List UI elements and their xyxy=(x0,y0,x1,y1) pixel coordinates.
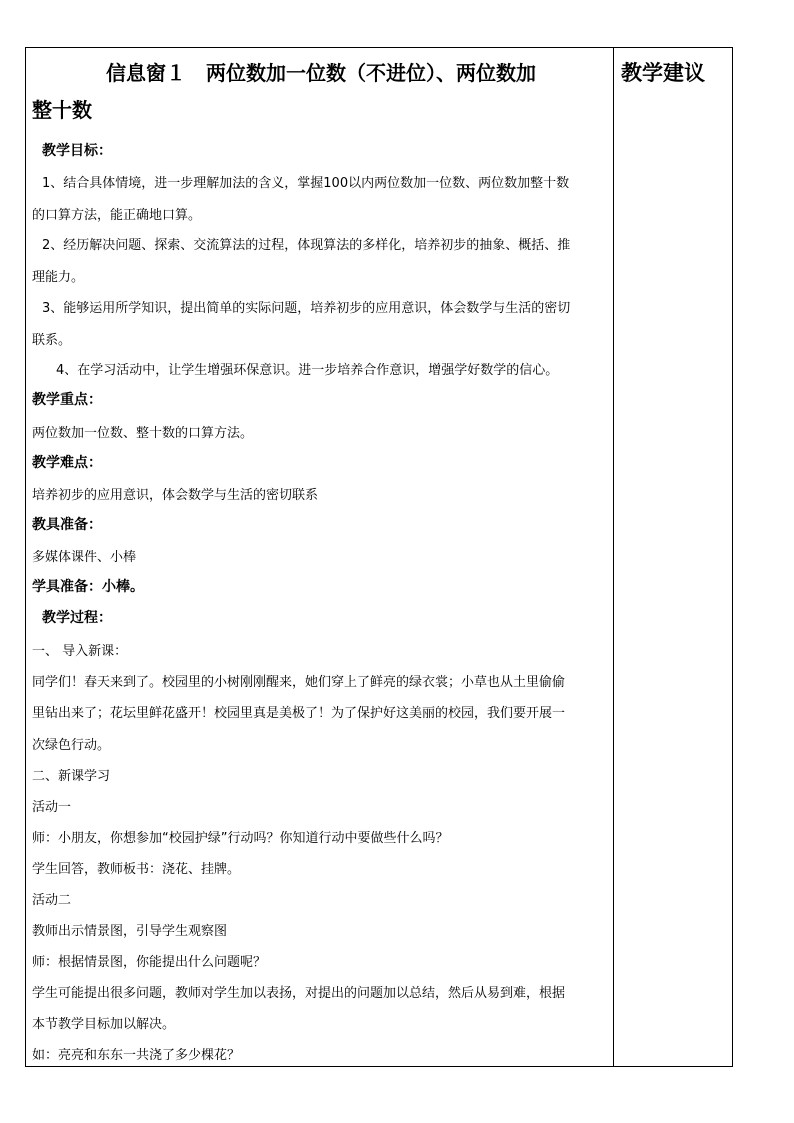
activity-2-show: 教师出示情景图，引导学生观察图 xyxy=(32,924,228,939)
lesson-plan-table xyxy=(25,47,733,1067)
difficulty-text: 培养初步的应用意识，体会数学与生活的密切联系 xyxy=(32,488,319,503)
difficulty-heading: 教学难点： xyxy=(32,455,102,471)
goal-3-line2: 联系。 xyxy=(32,333,72,348)
goal-1-line2: 的口算方法，能正确地口算。 xyxy=(32,208,202,223)
goal-2-line1: 2、经历解决问题、探索、交流算法的过程，体现算法的多样化，培养初步的抽象、概括、推 xyxy=(42,238,571,253)
teaching-suggestions-column xyxy=(614,48,732,1066)
goal-3-line1: 3、能够运用所学知识，提出简单的实际问题，培养初步的应用意识，体会数学与生活的密切 xyxy=(42,301,571,316)
student-prep: 学具准备：小棒。 xyxy=(32,579,144,595)
activity-2-question: 师：根据情景图，你能提出什么问题呢？ xyxy=(32,955,267,970)
lesson-title-line1: 信息窗１ 两位数加一位数（不进位）、两位数加 xyxy=(106,61,536,85)
process-heading: 教学过程： xyxy=(42,610,112,626)
goals-heading: 教学目标： xyxy=(42,143,112,159)
example-question: 如：亮亮和东东一共浇了多少棵花？ xyxy=(32,1048,241,1063)
section-2-heading: 二、新课学习 xyxy=(32,769,111,784)
activity-2-label: 活动二 xyxy=(32,893,72,908)
section-1-heading: 一、 导入新课： xyxy=(32,644,128,659)
activity-2-note-line2: 本节教学目标加以解决。 xyxy=(32,1017,176,1032)
lesson-content-column xyxy=(26,48,613,1066)
lesson-title-line2: 整十数 xyxy=(32,98,92,122)
intro-line3: 次绿色行动。 xyxy=(32,738,111,753)
side-header: 教学建议 xyxy=(621,60,705,85)
intro-line2: 里钻出来了；花坛里鲜花盛开！校园里真是美极了！为了保护好这美丽的校园，我们要开展一 xyxy=(32,706,566,721)
activity-1-answer: 学生回答，教师板书：浇花、挂牌。 xyxy=(32,862,241,877)
teacher-prep-text: 多媒体课件、小棒 xyxy=(32,550,137,565)
key-points-text: 两位数加一位数、整十数的口算方法。 xyxy=(32,426,254,441)
activity-1-label: 活动一 xyxy=(32,800,72,815)
activity-2-note-line1: 学生可能提出很多问题，教师对学生加以表扬，对提出的问题加以总结，然后从易到难，根据 xyxy=(32,986,566,1001)
goal-2-line2: 理能力。 xyxy=(32,270,85,285)
goal-1-line1: 1、结合具体情境，进一步理解加法的含义，掌握100以内两位数加一位数、两位数加整十数 xyxy=(42,176,570,191)
teacher-prep-heading: 教具准备： xyxy=(32,517,102,533)
key-points-heading: 教学重点： xyxy=(32,392,102,408)
activity-1-question: 师：小朋友，你想参加“校园护绿”行动吗？你知道行动中要做些什么吗？ xyxy=(32,831,449,846)
intro-line1: 同学们！春天来到了。校园里的小树刚刚醒来，她们穿上了鲜亮的绿衣裳；小草也从土里偷偷 xyxy=(32,675,566,690)
goal-4: 4、在学习活动中，让学生增强环保意识。进一步培养合作意识，增强学好数学的信心。 xyxy=(56,363,559,378)
